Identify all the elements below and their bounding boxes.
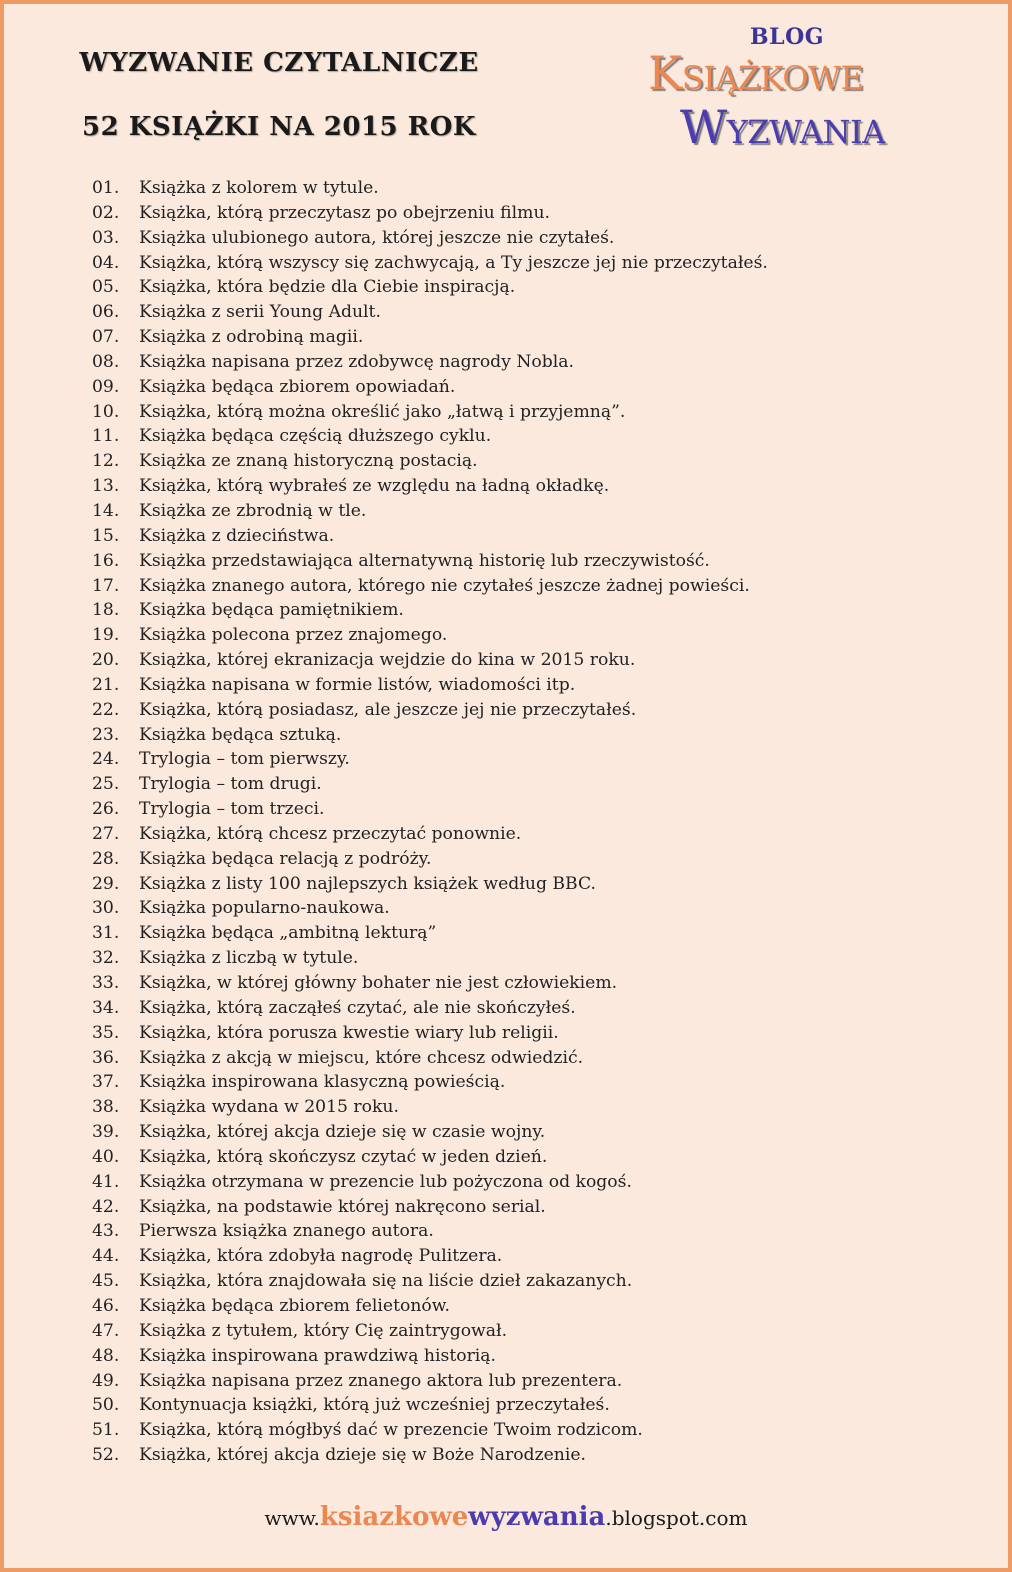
list-item xyxy=(92,1418,768,1443)
list-item xyxy=(92,896,768,921)
list-item xyxy=(92,275,768,300)
list-item-text: Książka, którą posiadasz, ale jeszcze jej nie przeczytałeś. xyxy=(139,699,637,720)
list-item-number: 11. xyxy=(92,426,120,447)
list-item-number: 31. xyxy=(92,923,120,944)
list-item xyxy=(92,524,768,549)
list-item xyxy=(92,424,768,449)
list-item-number: 01. xyxy=(92,178,120,198)
list-item-text: Książka z dzieciństwa. xyxy=(139,525,335,546)
list-item xyxy=(92,1393,768,1418)
list-item xyxy=(92,822,768,847)
list-item xyxy=(92,1170,768,1195)
list-item-number: 19. xyxy=(92,625,120,646)
list-item-text: Książka z listy 100 najlepszych książek według BBC. xyxy=(139,873,596,894)
logo-line-ksiazkowe xyxy=(648,46,863,100)
list-item-number: 10. xyxy=(92,401,120,422)
list-item-text: Książka, którą można określić jako „łatwą i przyjemną”. xyxy=(139,401,626,422)
list-item-number: 51. xyxy=(92,1420,120,1441)
list-item xyxy=(92,549,768,574)
list-item-text: Książka, którą chcesz przeczytać ponownie. xyxy=(139,823,522,844)
list-item-number: 38. xyxy=(92,1097,120,1118)
list-item-text: Książka napisana przez znanego aktora lub prezentera. xyxy=(139,1370,623,1391)
list-item-text: Książka ulubionego autora, której jeszcze nie czytałeś. xyxy=(139,227,615,248)
poster-subtitle: 52 KSIĄŻKI NA 2015 ROK xyxy=(82,112,476,142)
list-item-text: Książka, którą mógłbyś dać w prezencie Twoim rodzicom. xyxy=(139,1420,643,1441)
list-item-number: 05. xyxy=(92,277,120,298)
list-item-number: 07. xyxy=(92,327,120,348)
list-item-text: Książka popularno-naukowa. xyxy=(139,898,390,919)
list-item-text: Książka, na podstawie której nakręcono serial. xyxy=(139,1196,546,1217)
list-item-text: Książka, którą zacząłeś czytać, ale nie skończyłeś. xyxy=(139,997,576,1018)
list-item xyxy=(92,300,768,325)
list-item xyxy=(92,1369,768,1394)
list-item-number: 26. xyxy=(92,799,120,820)
list-item-number: 18. xyxy=(92,600,120,621)
list-item-text: Książka będąca relacją z podróży. xyxy=(139,848,432,869)
list-item-number: 08. xyxy=(92,351,120,372)
list-item-text: Książka, która będzie dla Ciebie inspiracją. xyxy=(139,277,516,298)
list-item-number: 02. xyxy=(92,202,120,223)
list-item xyxy=(92,648,768,673)
list-item-number: 44. xyxy=(92,1246,120,1267)
list-item-number: 17. xyxy=(92,575,120,596)
list-item-number: 45. xyxy=(92,1271,120,1292)
list-item xyxy=(92,1443,768,1468)
list-item-text: Książka z akcją w miejscu, które chcesz odwiedzić. xyxy=(139,1047,584,1068)
list-item-text: Książka znanego autora, którego nie czytałeś jeszcze żadnej powieści. xyxy=(139,575,750,596)
list-item-text: Książka ze znaną historyczną postacią. xyxy=(139,451,478,472)
list-item-text: Książka, która porusza kwestie wiary lub religii. xyxy=(139,1022,559,1043)
list-item xyxy=(92,723,768,748)
list-item-text: Trylogia – tom drugi. xyxy=(139,774,322,795)
list-item xyxy=(92,623,768,648)
list-item-number: 48. xyxy=(92,1345,120,1366)
list-item-number: 36. xyxy=(92,1047,120,1068)
list-item-text: Książka przedstawiająca alternatywną historię lub rzeczywistość. xyxy=(139,550,710,571)
list-item xyxy=(92,747,768,772)
list-item-number: 28. xyxy=(92,848,120,869)
list-item-text: Książka będąca pamiętnikiem. xyxy=(139,600,404,621)
footer-url xyxy=(4,1502,1008,1532)
list-item xyxy=(92,1046,768,1071)
list-item xyxy=(92,872,768,897)
list-item-number: 22. xyxy=(92,699,120,720)
list-item-text: Książka, którą wszyscy się zachwycają, a Ty jeszcze jej nie przeczytałeś. xyxy=(139,252,768,273)
list-item-text: Książka, której akcja dzieje się w Boże Narodzenie. xyxy=(139,1445,586,1466)
list-item xyxy=(92,325,768,350)
list-item-number: 32. xyxy=(92,948,120,969)
list-item xyxy=(92,400,768,425)
list-item xyxy=(92,1219,768,1244)
list-item xyxy=(92,1145,768,1170)
list-item-text: Książka napisana w formie listów, wiadomości itp. xyxy=(139,674,576,695)
list-item xyxy=(92,698,768,723)
list-item-number: 30. xyxy=(92,898,120,919)
list-item xyxy=(92,474,768,499)
list-item-text: Książka polecona przez znajomego. xyxy=(139,625,448,646)
list-item-text: Książka, której akcja dzieje się w czasie wojny. xyxy=(139,1122,546,1143)
list-item-text: Trylogia – tom trzeci. xyxy=(139,799,325,820)
list-item-text: Książka otrzymana w prezencie lub pożyczona od kogoś. xyxy=(139,1171,632,1192)
list-item xyxy=(92,847,768,872)
list-item-number: 35. xyxy=(92,1022,120,1043)
list-item xyxy=(92,251,768,276)
list-item xyxy=(92,797,768,822)
list-item-number: 43. xyxy=(92,1221,120,1242)
list-item-text: Książka, która zdobyła nagrodę Pulitzera. xyxy=(139,1246,503,1267)
list-item-text: Książka z odrobiną magii. xyxy=(139,327,364,348)
list-item xyxy=(92,1244,768,1269)
list-item-text: Książka inspirowana prawdziwą historią. xyxy=(139,1345,496,1366)
list-item xyxy=(92,1095,768,1120)
list-item-text: Książka z liczbą w tytule. xyxy=(139,948,359,969)
list-item-number: 29. xyxy=(92,873,120,894)
list-item-text: Trylogia – tom pierwszy. xyxy=(139,749,350,770)
list-item-number: 33. xyxy=(92,973,120,993)
list-item-number: 03. xyxy=(92,227,120,248)
list-item xyxy=(92,971,768,996)
list-item-number: 23. xyxy=(92,724,120,745)
list-item xyxy=(92,201,768,226)
list-item-text: Książka będąca „ambitną lekturą” xyxy=(139,923,437,944)
list-item xyxy=(92,350,768,375)
list-item xyxy=(92,946,768,971)
list-item-text: Książka, w której główny bohater nie jest człowiekiem. xyxy=(139,973,618,993)
list-item-text: Książka będąca sztuką. xyxy=(139,724,342,745)
list-item xyxy=(92,1344,768,1369)
list-item-text: Książka wydana w 2015 roku. xyxy=(139,1097,399,1118)
footer-url-suffix: .blogspot.com xyxy=(605,1506,748,1530)
list-item xyxy=(92,449,768,474)
challenge-list xyxy=(92,176,768,1468)
list-item-number: 37. xyxy=(92,1072,120,1093)
list-item-number: 27. xyxy=(92,823,120,844)
list-item-text: Książka z serii Young Adult. xyxy=(139,302,381,323)
list-item-number: 15. xyxy=(92,525,120,546)
list-item-number: 04. xyxy=(92,252,120,273)
list-item-text: Książka napisana przez zdobywcę nagrody Nobla. xyxy=(139,351,574,372)
list-item-number: 06. xyxy=(92,302,120,323)
list-item-text: Książka z kolorem w tytule. xyxy=(139,178,379,198)
list-item-text: Książka będąca zbiorem felietonów. xyxy=(139,1295,450,1316)
list-item-text: Książka inspirowana klasyczną powieścią. xyxy=(139,1072,506,1093)
logo-line-wyzwania xyxy=(680,100,885,154)
list-item-text: Książka będąca zbiorem opowiadań. xyxy=(139,376,456,397)
list-item-number: 47. xyxy=(92,1320,120,1341)
list-item-number: 39. xyxy=(92,1122,120,1143)
list-item-number: 34. xyxy=(92,997,120,1018)
list-item xyxy=(92,1021,768,1046)
list-item-number: 12. xyxy=(92,451,120,472)
list-item-number: 52. xyxy=(92,1445,120,1466)
footer-url-part2: wyzwania xyxy=(468,1502,606,1532)
list-item-number: 41. xyxy=(92,1171,120,1192)
list-item xyxy=(92,176,768,201)
list-item-number: 09. xyxy=(92,376,120,397)
list-item xyxy=(92,921,768,946)
list-item-number: 14. xyxy=(92,500,120,521)
list-item-text: Książka, której ekranizacja wejdzie do kina w 2015 roku. xyxy=(139,650,636,671)
footer-url-prefix: www. xyxy=(264,1506,320,1530)
list-item-number: 24. xyxy=(92,749,120,770)
poster-title: WYZWANIE CZYTALNICZE xyxy=(79,48,479,78)
list-item xyxy=(92,1319,768,1344)
list-item-text: Książka z tytułem, który Cię zaintrygował. xyxy=(139,1320,508,1341)
footer-url-part1: ksiazkowe xyxy=(319,1502,469,1532)
logo-blog-label: BLOG xyxy=(750,24,825,50)
list-item-number: 42. xyxy=(92,1196,120,1217)
blog-logo xyxy=(640,18,970,168)
list-item-number: 16. xyxy=(92,550,120,571)
list-item-text: Kontynuacja książki, którą już wcześniej przeczytałeś. xyxy=(139,1395,610,1416)
list-item xyxy=(92,673,768,698)
list-item-number: 50. xyxy=(92,1395,120,1416)
list-item xyxy=(92,996,768,1021)
list-item-text: Książka, którą skończysz czytać w jeden dzień. xyxy=(139,1146,548,1167)
list-item xyxy=(92,1294,768,1319)
list-item-number: 13. xyxy=(92,476,120,497)
list-item-text: Książka będąca częścią dłuższego cyklu. xyxy=(139,426,492,447)
list-item xyxy=(92,1120,768,1145)
logo-ksiazkowe-text: Książkowe xyxy=(648,46,864,100)
list-item xyxy=(92,574,768,599)
list-item xyxy=(92,772,768,797)
list-item-text: Pierwsza książka znanego autora. xyxy=(139,1221,434,1242)
list-item-text: Książka ze zbrodnią w tle. xyxy=(139,500,367,521)
list-item xyxy=(92,1195,768,1220)
list-item-number: 49. xyxy=(92,1370,120,1391)
logo-wyzwania-text: Wyzwania xyxy=(680,100,885,154)
list-item xyxy=(92,1070,768,1095)
list-item xyxy=(92,499,768,524)
list-item xyxy=(92,1269,768,1294)
list-item-number: 46. xyxy=(92,1295,120,1316)
list-item-number: 40. xyxy=(92,1146,120,1167)
list-item-number: 20. xyxy=(92,650,120,671)
list-item-number: 25. xyxy=(92,774,120,795)
list-item-text: Książka, która znajdowała się na liście dzieł zakazanych. xyxy=(139,1271,633,1292)
list-item xyxy=(92,375,768,400)
list-item xyxy=(92,226,768,251)
list-item-text: Książka, którą wybrałeś ze względu na ładną okładkę. xyxy=(139,476,610,497)
list-item-text: Książka, którą przeczytasz po obejrzeniu filmu. xyxy=(139,202,550,223)
list-item xyxy=(92,598,768,623)
list-item-number: 21. xyxy=(92,674,120,695)
